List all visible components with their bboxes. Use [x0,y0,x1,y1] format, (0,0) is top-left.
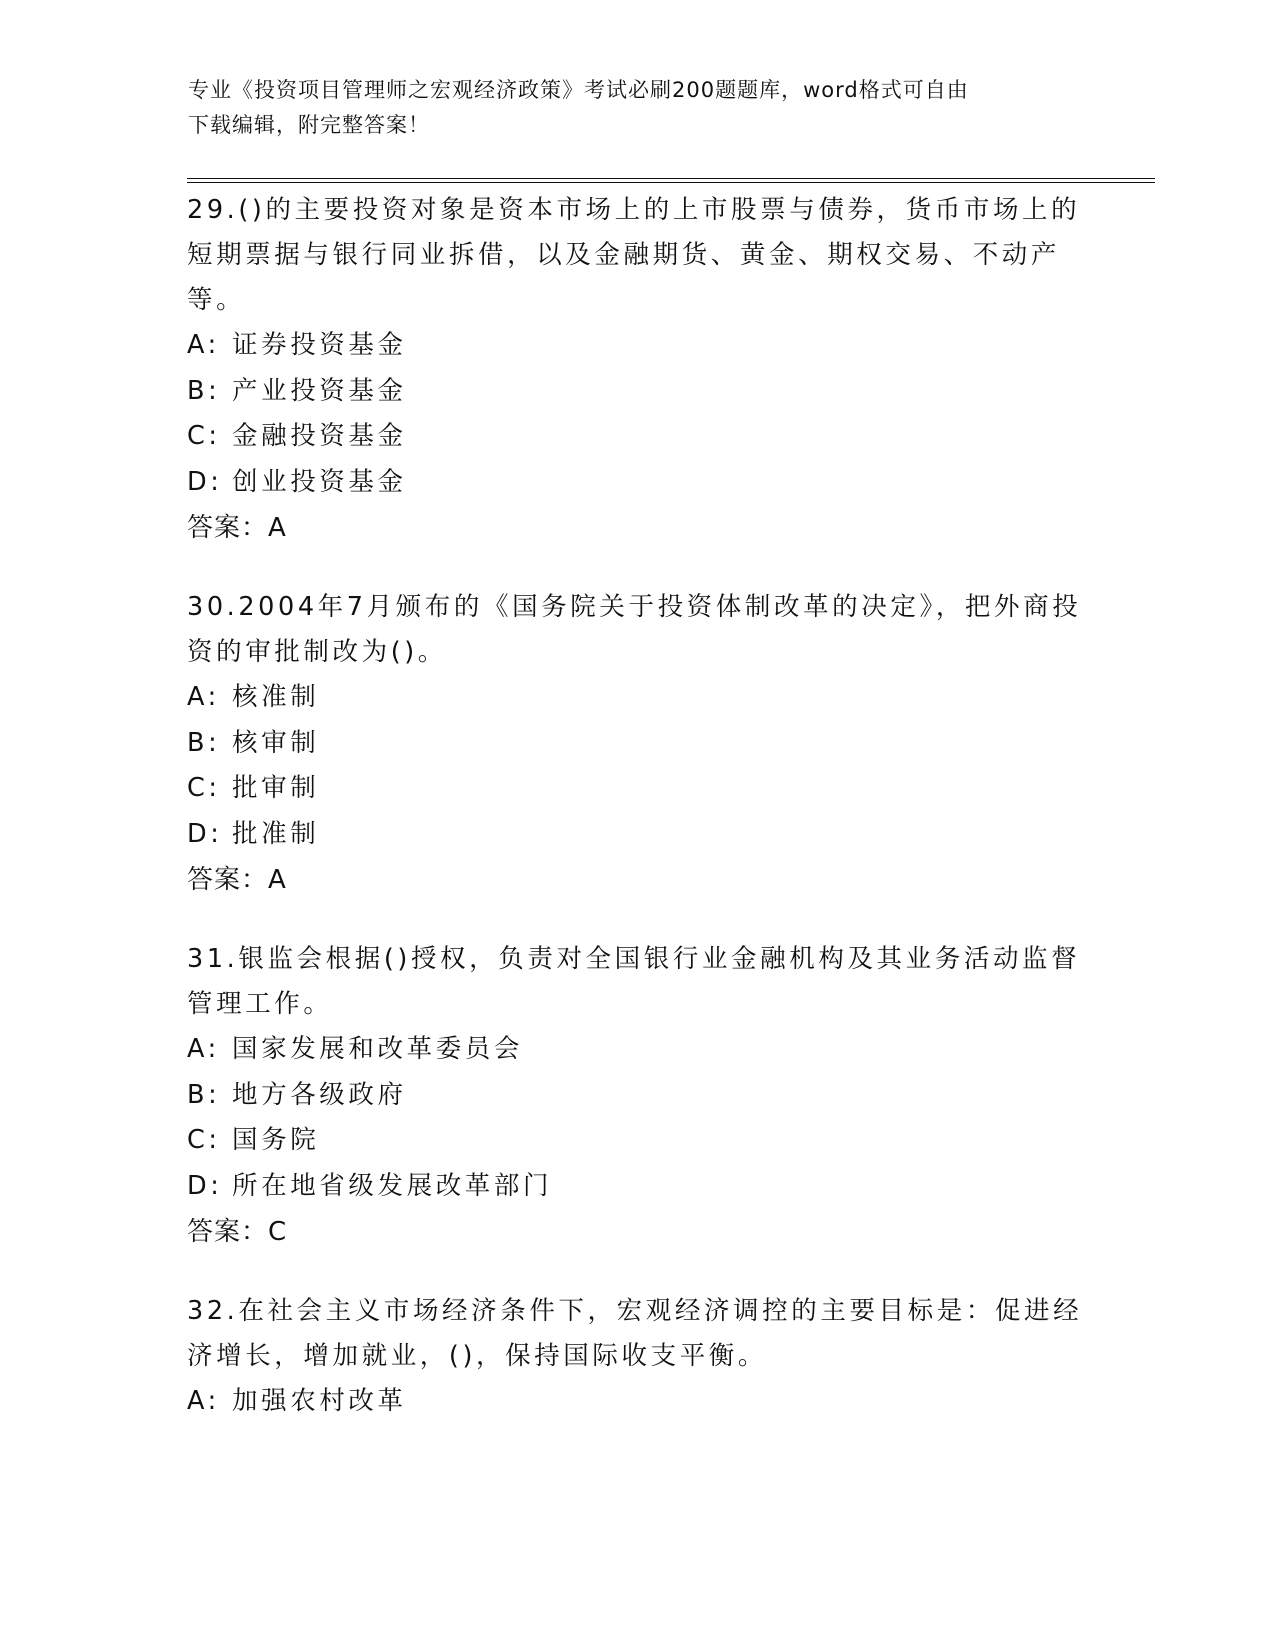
option-letter: A: [187,1034,220,1064]
question-30 [187,585,1087,903]
question-list [187,188,1087,1459]
document-header [188,73,1088,143]
header-line-1: 专业《投资项目管理师之宏观经济政策》考试必刷200题题库，word格式可自由 [188,78,969,102]
option-text: 加强农村改革 [232,1386,407,1416]
header-line-2: 下载编辑，附完整答案！ [188,113,430,137]
option-letter: D: [187,466,223,497]
question-text: 29.()的主要投资对象是资本市场上的上市股票与债券，货币市场上的短期票据与银行同业拆借，以及金融期货、黄金、期权交易、不动产等。 [187,195,1081,315]
option-a [187,323,1087,369]
option-text: 国务院 [232,1125,320,1155]
question-29 [187,188,1087,551]
option-letter: A: [187,1386,220,1416]
answer-line: 答案：C [187,1217,288,1247]
option-a [187,1379,1087,1425]
option-d [187,460,1087,506]
option-b [187,721,1087,767]
question-text: 30.2004年7月颁布的《国务院关于投资体制改革的决定》，把外商投资的审批制改为()。 [187,592,1082,667]
option-text: 产业投资基金 [232,375,407,406]
option-text: 所在地省级发展改革部门 [232,1170,553,1201]
option-letter: A: [187,330,220,360]
option-d [187,812,1087,858]
option-text: 核准制 [232,682,320,712]
question-31 [187,937,1087,1255]
question-text: 31.银监会根据()授权，负责对全国银行业金融机构及其业务活动监督管理工作。 [187,944,1081,1019]
option-letter: C: [187,421,221,451]
option-c [187,1118,1087,1164]
option-d [187,1164,1087,1210]
option-text: 核审制 [232,727,320,758]
question-text: 32.在社会主义市场经济条件下，宏观经济调控的主要目标是：促进经济增长，增加就业，()，保持国际收支平衡。 [187,1296,1083,1371]
answer-line: 答案：A [187,865,287,895]
option-a [187,675,1087,721]
option-letter: B: [187,375,221,406]
option-letter: B: [187,727,221,758]
question-32 [187,1289,1087,1425]
header-divider [187,178,1155,183]
option-letter: A: [187,682,220,712]
option-c [187,766,1087,812]
option-text: 批审制 [232,773,320,803]
option-text: 创业投资基金 [232,466,407,497]
option-letter: B: [187,1079,221,1110]
option-text: 地方各级政府 [232,1079,407,1110]
option-letter: D: [187,818,223,849]
option-text: 金融投资基金 [232,421,407,451]
option-a [187,1027,1087,1073]
option-b [187,369,1087,415]
option-text: 证券投资基金 [232,330,407,360]
answer-line: 答案：A [187,513,287,543]
option-text: 国家发展和改革委员会 [232,1034,524,1064]
option-letter: C: [187,1125,221,1155]
option-letter: D: [187,1170,223,1201]
option-b [187,1073,1087,1119]
option-c [187,414,1087,460]
option-text: 批准制 [232,818,320,849]
option-letter: C: [187,773,221,803]
